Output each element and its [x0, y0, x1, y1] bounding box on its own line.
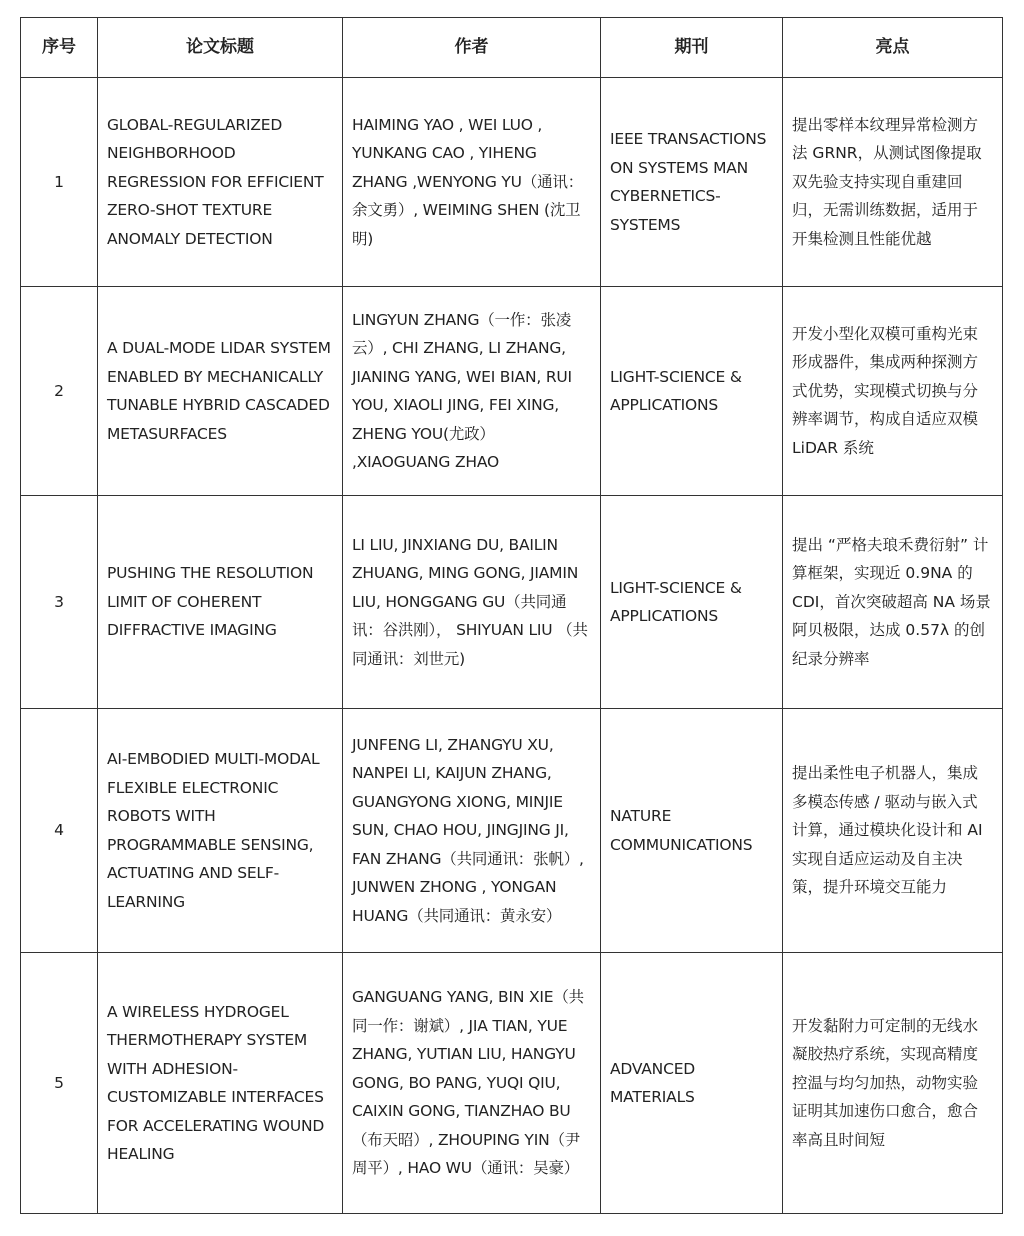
paper-highlight: 提出 “严格夫琅禾费衍射” 计算框架，实现近 0.9NA 的 CDI，首次突破超高 NA 场景阿贝极限，达成 0.57λ 的创纪录分辨率 [783, 496, 1003, 709]
paper-title: A DUAL-MODE LIDAR SYSTEM ENABLED BY MECHANICALLY TUNABLE HYBRID CASCADED METASURFACES [98, 287, 343, 496]
header-highlight: 亮点 [783, 18, 1003, 78]
header-index: 序号 [21, 18, 98, 78]
paper-authors: GANGUANG YANG, BIN XIE（共同一作：谢斌）, JIA TIAN, YUE ZHANG, YUTIAN LIU, HANGYU GONG, BO PANG, YUQI QIU, CAIXIN GONG, TIANZHAO BU（布天昭）, ZHOUPING YIN（尹周平）, HAO WU（通讯：吴豪） [343, 953, 601, 1214]
paper-highlight: 提出柔性电子机器人，集成多模态传感 / 驱动与嵌入式计算，通过模块化设计和 AI 实现自适应运动及自主决策，提升环境交互能力 [783, 709, 1003, 953]
header-row [21, 18, 1003, 78]
paper-journal: LIGHT-SCIENCE & APPLICATIONS [601, 496, 783, 709]
papers-table [20, 17, 1003, 1214]
paper-journal: LIGHT-SCIENCE & APPLICATIONS [601, 287, 783, 496]
row-index: 2 [21, 287, 98, 496]
paper-highlight: 提出零样本纹理异常检测方法 GRNR，从测试图像提取双先验支持实现自重建回归，无需训练数据，适用于开集检测且性能优越 [783, 78, 1003, 287]
paper-journal: IEEE TRANSACTIONS ON SYSTEMS MAN CYBERNETICS-SYSTEMS [601, 78, 783, 287]
header-title: 论文标题 [98, 18, 343, 78]
paper-authors: HAIMING YAO , WEI LUO , YUNKANG CAO , YIHENG ZHANG ,WENYONG YU（通讯：余文勇）, WEIMING SHEN (沈卫明) [343, 78, 601, 287]
paper-title: GLOBAL-REGULARIZED NEIGHBORHOOD REGRESSION FOR EFFICIENT ZERO-SHOT TEXTURE ANOMALY DETECTION [98, 78, 343, 287]
table-row [21, 709, 1003, 953]
table-row [21, 287, 1003, 496]
paper-authors: LINGYUN ZHANG（一作：张凌云）, CHI ZHANG, LI ZHANG, JIANING YANG, WEI BIAN, RUI YOU, XIAOLI JING, FEI XING, ZHENG YOU(尤政） ,XIAOGUANG ZHAO [343, 287, 601, 496]
paper-highlight: 开发小型化双模可重构光束形成器件，集成两种探测方式优势，实现模式切换与分辨率调节，构成自适应双模 LiDAR 系统 [783, 287, 1003, 496]
row-index: 4 [21, 709, 98, 953]
paper-title: A WIRELESS HYDROGEL THERMOTHERAPY SYSTEM WITH ADHESION-CUSTOMIZABLE INTERFACES FOR ACCELERATING WOUND HEALING [98, 953, 343, 1214]
paper-journal: NATURE COMMUNICATIONS [601, 709, 783, 953]
paper-title: PUSHING THE RESOLUTION LIMIT OF COHERENT DIFFRACTIVE IMAGING [98, 496, 343, 709]
row-index: 1 [21, 78, 98, 287]
row-index: 3 [21, 496, 98, 709]
table-row [21, 78, 1003, 287]
paper-title: AI-EMBODIED MULTI-MODAL FLEXIBLE ELECTRONIC ROBOTS WITH PROGRAMMABLE SENSING, ACTUATING AND SELF-LEARNING [98, 709, 343, 953]
paper-journal: ADVANCED MATERIALS [601, 953, 783, 1214]
paper-authors: LI LIU, JINXIANG DU, BAILIN ZHUANG, MING GONG, JIAMIN LIU, HONGGANG GU（共同通讯：谷洪刚）， SHIYUAN LIU （共同通讯：刘世元) [343, 496, 601, 709]
header-journal: 期刊 [601, 18, 783, 78]
paper-highlight: 开发黏附力可定制的无线水凝胶热疗系统，实现高精度控温与均匀加热，动物实验证明其加速伤口愈合，愈合率高且时间短 [783, 953, 1003, 1214]
table-row [21, 953, 1003, 1214]
table-row [21, 496, 1003, 709]
paper-authors: JUNFENG LI, ZHANGYU XU, NANPEI LI, KAIJUN ZHANG, GUANGYONG XIONG, MINJIE SUN, CHAO HOU, JINGJING JI, FAN ZHANG（共同通讯：张帆）, JUNWEN ZHONG , YONGAN HUANG（共同通讯：黄永安） [343, 709, 601, 953]
row-index: 5 [21, 953, 98, 1214]
header-authors: 作者 [343, 18, 601, 78]
